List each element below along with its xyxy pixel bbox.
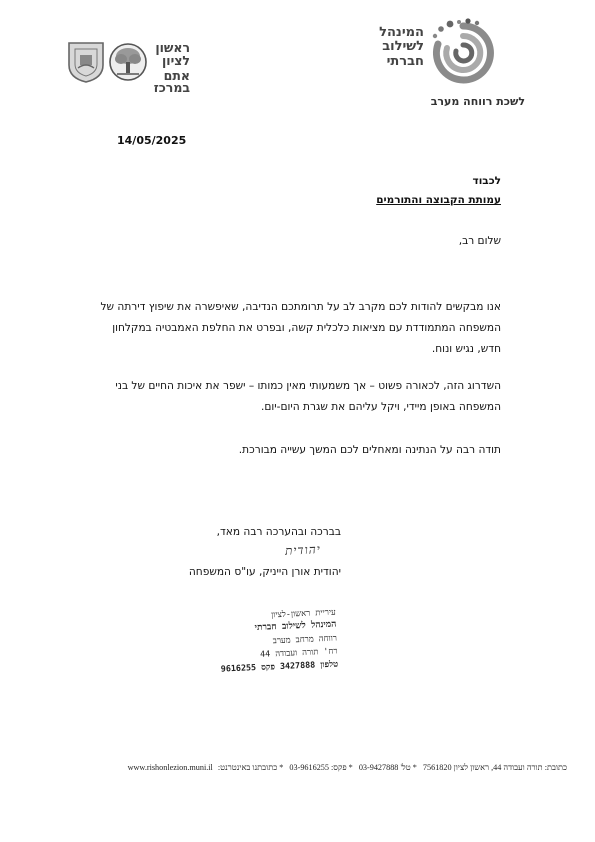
paragraph-line: חדש, נגיש ונוח. (431, 343, 501, 355)
emblem-icon (66, 40, 106, 84)
recipient-to: לכבוד (472, 175, 501, 187)
office-subtitle: לשכת רווחה מערב (430, 95, 525, 108)
spiral-dots-icon (428, 18, 498, 88)
footer-fax: * פקס: 03-9616255 (289, 763, 353, 772)
footer-address: כתובת: תורה ועבודה 44, ראשון לציון 7561820 (422, 763, 567, 772)
paragraph-line: המשפחה באופן מיידי, ויקל עליהם את שגרת היום-יום. (260, 401, 501, 413)
stamp-line: המינהל לשילוב חברתי (254, 619, 337, 634)
rishon-lezion-logo (60, 36, 190, 96)
stamp-line: רח' תורה ועבודה 44 (259, 645, 338, 659)
letter-date: 14/05/2025 (117, 134, 187, 147)
recipient-name: עמותת הקבוצה והתורמים (376, 194, 501, 206)
footer-web-label: * כתובתנו באינטרנט: (217, 763, 284, 772)
paragraph-line: אנו מבקשים להודות לכם מקרב לב על תרומתכם הנדיבה, שאיפשרה את שיפוץ דירתה של (100, 301, 501, 313)
official-stamp (176, 606, 339, 678)
footer-website-link[interactable]: www.rishonlezion.muni.il (127, 763, 213, 772)
logo-line-1: ראשון לציון (155, 40, 190, 68)
logo-line-2: לשילוב (382, 39, 424, 55)
handwritten-signature: יהודית (284, 542, 322, 558)
paragraph-3: תודה רבה על הנתינה ומאחלים לכם המשך עשייה מבורכת. (238, 444, 501, 456)
paragraph-line: השדרוג הזה, לכאורה פשוט – אך משמעותי מאין כמותו – ישפר את איכות החיים של בני (115, 380, 501, 392)
stamp-line: עיריית ראשון-לציון (270, 606, 336, 620)
paragraph-line: המשפחה המתמודדת עם מציאות כלכלית קשה, ובפרט את החלפת האמבטיה במקלחון (112, 322, 501, 334)
social-integration-logo (370, 18, 520, 86)
stamp-line: רווחה מרחב מערב (272, 632, 338, 646)
footer-phone: * טל' 03-9427888 (358, 763, 417, 772)
stamp-line: טלפון 3427888 פקס 9616255 (220, 658, 339, 674)
greeting: שלום רב, (458, 235, 501, 247)
paragraph-2 (81, 376, 501, 418)
logo-line-3: חברתי (386, 53, 424, 69)
paragraph-1 (81, 297, 501, 360)
logo-line-1: המינהל (379, 25, 424, 40)
closing: בברכה ובהערכה רבה מאד, (216, 526, 341, 538)
signer-name: יהודית אורן הייניק, עו"ס המשפחה (188, 566, 341, 578)
footer (58, 763, 567, 772)
tree-icon (108, 40, 148, 84)
logo-line-2: אתם במרכז (153, 67, 190, 96)
